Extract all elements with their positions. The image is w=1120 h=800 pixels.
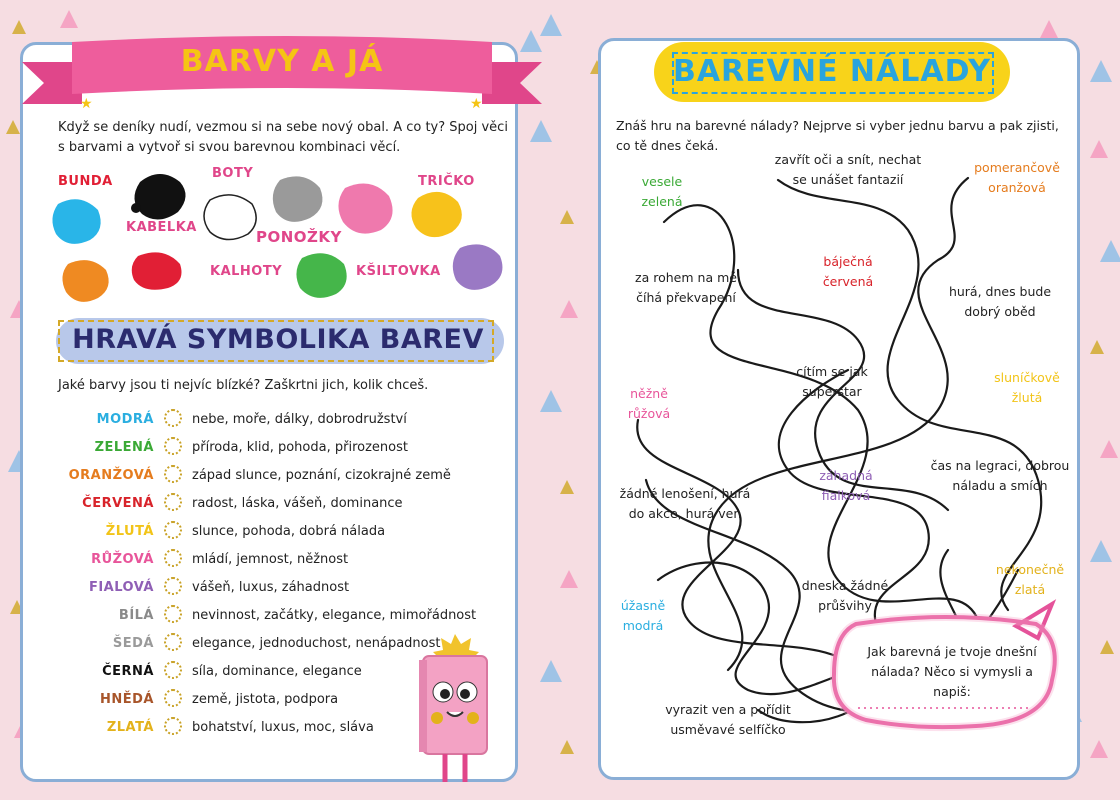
background-triangle (1090, 60, 1112, 82)
orange-splat (62, 260, 108, 302)
color-mood-label: pomerančově (974, 160, 1060, 175)
right-title: BAREVNÉ NÁLADY (672, 54, 992, 89)
mood-text: číhá překvapení (636, 290, 736, 305)
color-name: ČERVENÁ (82, 496, 154, 511)
star-icon: ★ (80, 96, 93, 112)
color-name: ČERNÁ (102, 664, 154, 679)
mood-text: se unášet fantazií (792, 172, 904, 187)
background-triangle (6, 120, 20, 134)
symbol-row (60, 576, 500, 604)
color-name: ORANŽOVÁ (68, 468, 154, 483)
color-name: ZELENÁ (94, 440, 154, 455)
color-name: MODRÁ (96, 412, 154, 427)
color-meaning: země, jistota, podpora (192, 692, 339, 707)
symbol-row (60, 436, 500, 464)
background-triangle (560, 740, 574, 754)
mood-text: zavřít oči a snít, nechat (774, 152, 922, 167)
left-intro-line2: s barvami a vytvoř si svou barevnou kombinaci věcí. (58, 140, 401, 155)
color-checkbox[interactable] (164, 437, 182, 455)
background-triangle (60, 10, 78, 28)
color-name: HNĚDÁ (100, 692, 154, 707)
mood-text: do akce, hurá ven (628, 506, 742, 521)
background-triangle (560, 570, 578, 588)
color-checkbox[interactable] (164, 633, 182, 651)
item-kalhoty: KALHOTY (210, 264, 283, 279)
symbol-row (60, 492, 500, 520)
symbol-row (60, 464, 500, 492)
mood-text: usměvavé selfíčko (670, 722, 786, 737)
mood-text: průšvihy (818, 598, 872, 613)
green-splat (296, 253, 346, 298)
color-checkbox[interactable] (164, 661, 182, 679)
color-mood-label: žlutá (1011, 390, 1043, 405)
item-ponozky: PONOŽKY (256, 228, 342, 246)
color-mood-label: modrá (622, 618, 664, 633)
color-meaning: nevinnost, začátky, elegance, mimořádnost (192, 608, 477, 623)
blue-splat (52, 199, 100, 244)
purple-splat (453, 244, 503, 289)
section-title: HRAVÁ SYMBOLIKA BAREV (72, 324, 484, 355)
background-triangle (1090, 340, 1104, 354)
background-triangle (1100, 640, 1114, 654)
color-mood-label: růžová (627, 406, 671, 421)
black-splat (131, 174, 186, 220)
color-meaning: nebe, moře, dálky, dobrodružství (192, 412, 407, 427)
color-checkbox[interactable] (164, 521, 182, 539)
color-mood-label: něžně (630, 386, 668, 401)
left-title: BARVY A JÁ (180, 44, 384, 79)
symbol-row (60, 604, 500, 632)
notebook-mascot (405, 630, 505, 790)
star-icon: ★ (470, 96, 483, 112)
color-checkbox[interactable] (164, 717, 182, 735)
mood-text: vyrazit ven a pořídit (665, 702, 791, 717)
background-triangle (1100, 240, 1120, 262)
color-meaning: mládí, jemnost, něžnost (192, 552, 349, 567)
grey-splat (273, 176, 323, 221)
mood-text: cítím se jak (796, 364, 868, 379)
background-triangle (12, 20, 26, 34)
mood-text: žádné lenošení, hurá (619, 486, 751, 501)
left-intro-line1: Když se deníky nudí, vezmou si na sebe nový obal. A co ty? Spoj věci (58, 120, 508, 135)
symbol-row (60, 520, 500, 548)
color-mood-label: vesele (641, 174, 683, 189)
outline-splat (204, 195, 256, 240)
color-meaning: slunce, pohoda, dobrá nálada (192, 524, 386, 539)
color-mood-label: zlatá (1014, 582, 1046, 597)
mood-text: hurá, dnes bude (948, 284, 1052, 299)
symbol-row (60, 408, 500, 436)
background-triangle (1090, 540, 1112, 562)
color-meaning: příroda, klid, pohoda, přirozenost (192, 440, 408, 455)
item-tricko: TRIČKO (418, 174, 475, 189)
pink-splat (338, 184, 392, 234)
mood-text: dobrý oběd (964, 304, 1036, 319)
mood-text: čas na legraci, dobrou (930, 458, 1070, 473)
color-meaning: radost, láska, vášeň, dominance (192, 496, 403, 511)
color-checkbox[interactable] (164, 493, 182, 511)
color-mood-label: zelená (641, 194, 683, 209)
color-meaning: vášeň, luxus, záhadnost (192, 580, 350, 595)
background-triangle (540, 14, 562, 36)
background-triangle (1040, 20, 1058, 38)
color-meaning: síla, dominance, elegance (192, 664, 362, 679)
color-name: FIALOVÁ (88, 580, 154, 595)
color-mood-label: báječná (823, 254, 873, 269)
item-ksiltovka: KŠILTOVKA (356, 264, 441, 279)
item-bunda: BUNDA (58, 174, 113, 189)
color-checkbox[interactable] (164, 409, 182, 427)
background-triangle (560, 480, 574, 494)
mood-text: náladu a smích (952, 478, 1048, 493)
color-name: BÍLÁ (118, 608, 154, 623)
background-triangle (560, 210, 574, 224)
background-triangle (530, 120, 552, 142)
yellow-splat (411, 192, 461, 237)
color-checkbox[interactable] (164, 549, 182, 567)
color-mood-label: záhadná (819, 468, 873, 483)
right-intro-line1: Znáš hru na barevné nálady? Nejprve si vyber jednu barvu a pak zjisti, (616, 118, 1059, 133)
background-triangle (1090, 740, 1108, 758)
color-name: ŠEDÁ (112, 636, 154, 651)
color-mood-label: červená (822, 274, 874, 289)
color-name: RŮŽOVÁ (91, 552, 154, 567)
color-meaning: elegance, jednoduchost, nenápadnost (192, 636, 441, 651)
color-mood-label: nekonečně (995, 562, 1065, 577)
color-mood-label: sluníčkově (994, 370, 1060, 385)
bubble-line1: Jak barevná je tvoje dnešní (867, 644, 1037, 659)
color-checkbox[interactable] (164, 577, 182, 595)
section-intro: Jaké barvy jsou ti nejvíc blízké? Zaškrtni jich, kolik chceš. (58, 378, 429, 393)
mood-text: za rohem na mě (635, 270, 737, 285)
color-mood-label: fialková (821, 488, 871, 503)
item-kabelka: KABELKA (126, 220, 197, 235)
mood-text: superstar (802, 384, 862, 399)
color-meaning: západ slunce, poznání, cizokrajné země (192, 468, 451, 483)
background-triangle (1090, 140, 1108, 158)
item-boty: BOTY (212, 166, 254, 181)
symbol-row (60, 548, 500, 576)
color-name: ZLATÁ (106, 720, 154, 735)
background-triangle (1100, 440, 1118, 458)
color-mood-label: úžasně (620, 598, 666, 613)
mood-text: dneska žádné (801, 578, 889, 593)
color-checkbox[interactable] (164, 689, 182, 707)
color-meaning: bohatství, luxus, moc, sláva (192, 720, 374, 735)
background-triangle (560, 300, 578, 318)
background-triangle (540, 390, 562, 412)
bubble-line2: nálada? Něco si vymysli a napiš: (871, 664, 1033, 699)
background-triangle (540, 660, 562, 682)
color-mood-label: oranžová (988, 180, 1046, 195)
color-checkbox[interactable] (164, 465, 182, 483)
red-splat (132, 252, 182, 289)
color-name: ŽLUTÁ (105, 524, 154, 539)
right-intro-line2: co tě dnes čeká. (616, 138, 719, 153)
color-checkbox[interactable] (164, 605, 182, 623)
